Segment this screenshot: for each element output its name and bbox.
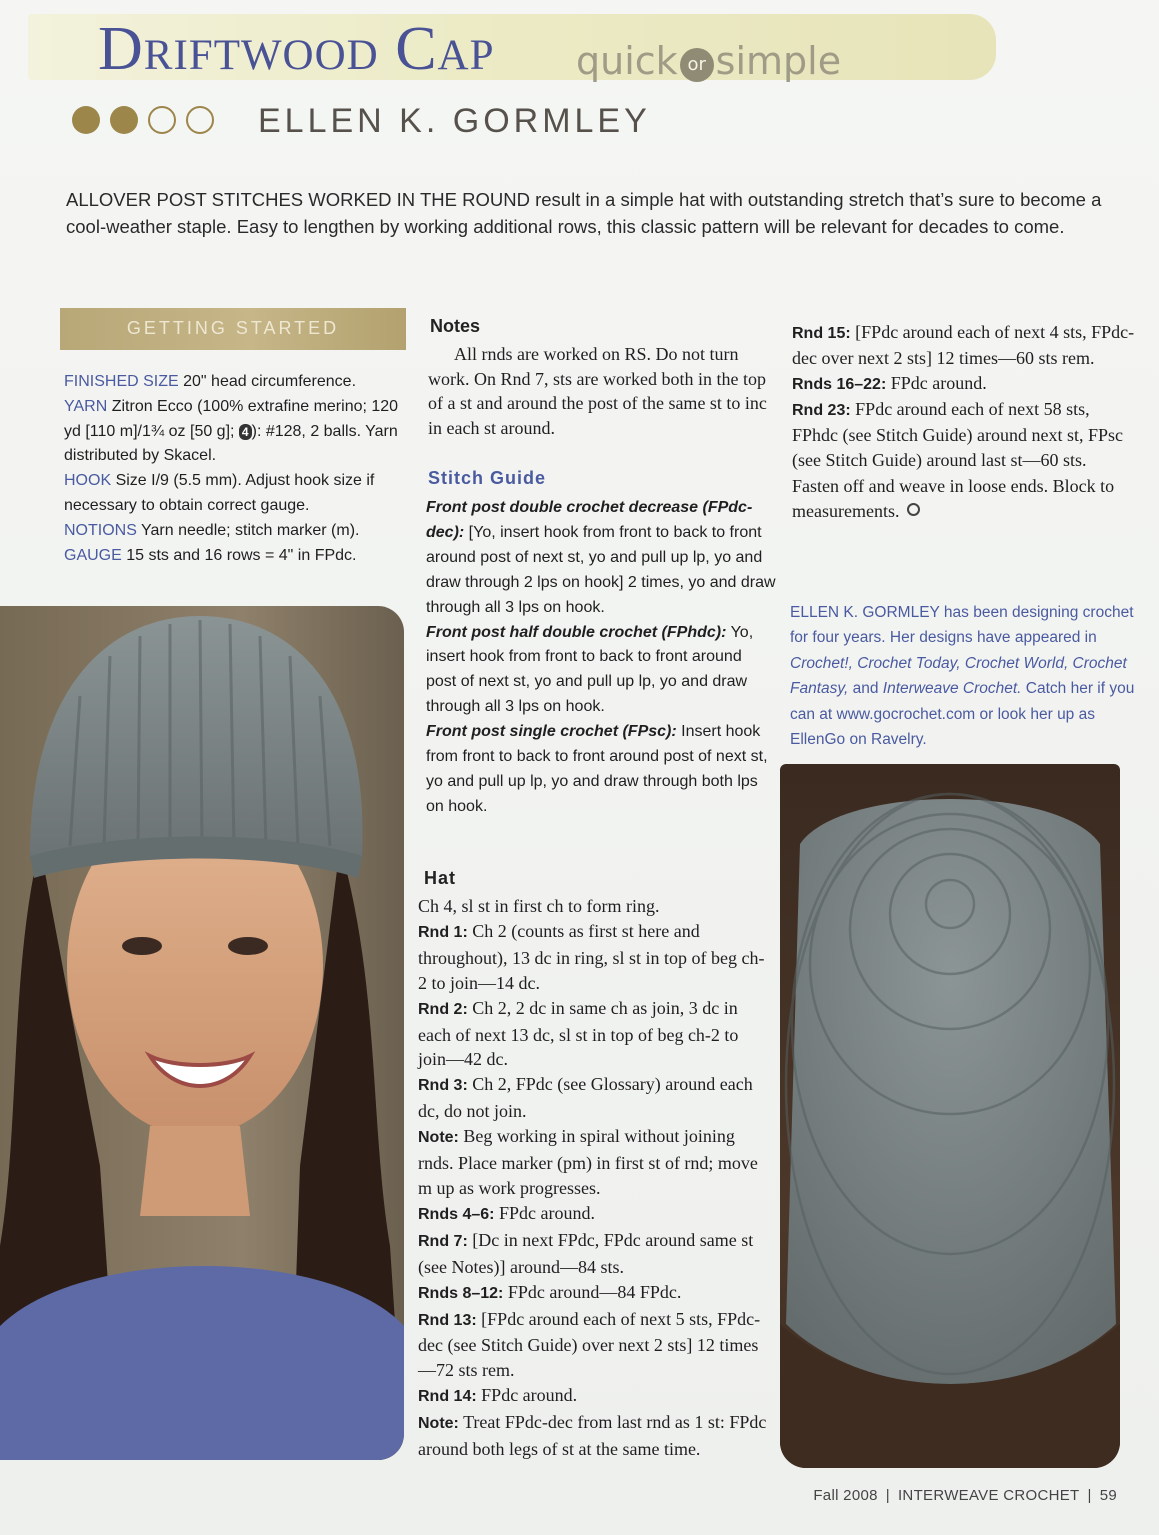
note-text: Treat FPdc-dec from last rnd as 1 st: FPdc around both legs of st at the same time. xyxy=(418,1412,767,1460)
bio-name: ELLEN K. GORMLEY xyxy=(790,604,940,621)
hat-start: Ch 4, sl st in first ch to form ring. xyxy=(418,896,660,916)
issue-label: Fall 2008 xyxy=(813,1487,878,1504)
note-text: Beg working in spiral without joining rnds. Place marker (pm) in first st of rnd; move m up as work progresses. xyxy=(418,1126,758,1198)
badge-quick: quick xyxy=(576,39,678,83)
finishing-text: Fasten off and weave in loose ends. Block to measurements. xyxy=(792,475,1115,521)
quick-or-simple-badge xyxy=(576,39,842,83)
bio-text-2: and xyxy=(848,680,883,698)
gauge-value: 15 sts and 16 rows = 4" in FPdc. xyxy=(121,546,357,564)
hook-label: HOOK xyxy=(64,472,112,490)
bio-text-3: Catch her if you can at www.gocrochet.com or look her up as EllenGo on Ravelry. xyxy=(790,680,1135,749)
skill-dot-empty xyxy=(148,106,176,134)
pattern-column-right xyxy=(792,320,1137,524)
yarn-weight-icon xyxy=(239,424,252,440)
round-label: Rnds 4–6: xyxy=(418,1205,495,1223)
round-label: Rnd 13: xyxy=(418,1311,477,1329)
yarn-weight-number: 4 xyxy=(241,424,249,439)
footer-divider: | xyxy=(885,1487,890,1504)
end-mark-icon xyxy=(907,503,920,516)
stitch-text: Yo, insert hook from front to back to front around post of next st, yo and pull up lp, yo and draw through all 3 lps on hook. xyxy=(426,623,754,716)
round-text: FPdc around. xyxy=(886,373,987,394)
title-band xyxy=(28,14,996,83)
stitch-fpsc xyxy=(426,720,776,820)
badge-or-circle: or xyxy=(680,48,714,82)
round-3 xyxy=(418,1072,768,1124)
round-label: Rnd 7: xyxy=(418,1232,468,1250)
hat-heading: Hat xyxy=(424,868,457,888)
round-text: [FPdc around each of next 5 sts, FPdc-dec (see Stitch Guide) over next 2 sts] 12 times—72 sts rem. xyxy=(418,1308,761,1381)
stitch-label: Front post double crochet decrease (FPdc-dec): xyxy=(426,499,753,541)
round-text: [Dc in next FPdc, FPdc around same st (see Notes)] around—84 sts. xyxy=(418,1229,754,1277)
gauge-label: GAUGE xyxy=(64,546,122,564)
model-wearing-cap-photo xyxy=(0,606,404,1460)
round-7 xyxy=(418,1228,768,1280)
gauge-item xyxy=(64,544,414,569)
getting-started-list xyxy=(64,370,414,568)
rounds-16-22 xyxy=(792,371,1137,397)
note-label: Note: xyxy=(418,1415,459,1433)
round-label: Rnd 14: xyxy=(418,1388,477,1406)
yarn-label: YARN xyxy=(64,397,108,415)
bio-magazines: Crochet!, Crochet Today, Crochet World, Crochet Fantasy, xyxy=(790,654,1127,698)
finished-size-value: 20" head circumference. xyxy=(178,373,357,390)
round-label: Rnds 16–22: xyxy=(792,376,887,394)
round-2 xyxy=(418,996,768,1073)
round-text: Ch 2 (counts as first st here and throughout), 13 dc in ring, sl st in top of beg ch-2 to join—14 dc. xyxy=(418,920,765,993)
hook-item xyxy=(64,469,414,519)
round-text: FPdc around. xyxy=(494,1202,595,1223)
stitch-fphdc xyxy=(426,621,776,721)
round-label: Rnd 15: xyxy=(792,325,851,342)
cap-top-view-photo xyxy=(780,764,1120,1468)
stitch-fpdc-dec xyxy=(426,496,776,621)
round-15 xyxy=(792,320,1137,371)
round-label: Rnd 1: xyxy=(418,923,468,941)
getting-started-heading: GETTING STARTED xyxy=(126,318,340,338)
hook-value: Size I/9 (5.5 mm). Adjust hook size if necessary to obtain correct gauge. xyxy=(64,472,375,514)
round-label: Rnd 2: xyxy=(418,1000,468,1018)
round-label: Rnd 3: xyxy=(418,1077,468,1095)
skill-dot-empty xyxy=(186,106,214,134)
magazine-name: INTERWEAVE CROCHET xyxy=(897,1487,1080,1504)
rounds-4-6 xyxy=(418,1201,768,1228)
skill-dot-filled xyxy=(72,106,100,134)
finished-size-item xyxy=(64,370,414,395)
bio-magazine-2: Interweave Crochet. xyxy=(882,680,1022,698)
badge-simple: simple xyxy=(715,39,842,83)
round-label: Rnds 8–12: xyxy=(418,1284,504,1302)
intro-paragraph xyxy=(66,186,1146,240)
round-text: Ch 2, 2 dc in same ch as join, 3 dc in each of next 13 dc, sl st in top of beg ch-2 to join—42 dc. xyxy=(418,997,739,1070)
round-text: FPdc around each of next 58 sts, FPhdc (see Stitch Guide) around next st, FPsc (see Stitch Guide) around last st—60 sts. xyxy=(792,399,1123,471)
round-text: [FPdc around each of next 4 sts, FPdc-dec over next 2 sts] 12 times—60 sts rem. xyxy=(792,322,1135,369)
stitch-label: Front post half double crochet (FPhdc): xyxy=(426,623,727,641)
round-text: FPdc around—84 FPdc. xyxy=(503,1281,682,1302)
getting-started-header xyxy=(60,308,406,350)
round-label: Rnd 23: xyxy=(792,402,851,420)
yarn-value-2: ): #128, 2 balls. Yarn distributed by Skacel. xyxy=(64,422,398,465)
skill-dot-filled xyxy=(110,106,138,134)
finishing xyxy=(792,474,1137,524)
designer-bio xyxy=(790,600,1140,752)
rounds-8-12 xyxy=(418,1280,768,1307)
notions-label: NOTIONS xyxy=(64,521,137,539)
note-1 xyxy=(418,1124,768,1201)
intro-text: result in a simple hat with outstanding stretch that’s sure to become a cool-weather staple. Easy to lengthen by working additional rows, this classic pattern will be relevant for decades to come. xyxy=(66,189,1102,237)
round-13 xyxy=(418,1307,768,1384)
notions-value: Yarn needle; stitch marker (m). xyxy=(136,521,360,539)
skill-level-dots xyxy=(72,106,214,134)
page-footer xyxy=(813,1487,1117,1504)
round-23 xyxy=(792,397,1137,473)
stitch-text: Insert hook from front to back to front around post of next st, yo and pull up lp, yo and draw through both lps on hook. xyxy=(426,723,768,815)
note-label: Note: xyxy=(418,1129,459,1147)
notions-item xyxy=(64,519,414,544)
finished-size-label: FINISHED SIZE xyxy=(64,373,179,390)
notes-text: All rnds are worked on RS. Do not turn work. On Rnd 7, sts are worked both in the top of a st and around the post of the same st to inc in each st around. xyxy=(428,344,767,438)
note-2 xyxy=(418,1410,768,1462)
page-number: 59 xyxy=(1099,1487,1117,1504)
hat-instructions xyxy=(418,894,768,1462)
yarn-item xyxy=(64,395,414,469)
author-name: ELLEN K. GORMLEY xyxy=(258,102,651,140)
notes-heading: Notes xyxy=(430,316,481,336)
round-text: FPdc around. xyxy=(476,1385,578,1406)
stitch-guide xyxy=(426,496,776,820)
round-text: Ch 2, FPdc (see Glossary) around each dc, do not join. xyxy=(418,1074,753,1122)
cap-top-illustration xyxy=(780,764,1120,1468)
round-1 xyxy=(418,919,768,996)
stitch-text: [Yo, insert hook from front to back to front around post of next st, yo and pull up lp, yo and draw through 2 lps on hook] 2 times, yo and draw through all 3 lps on hook. xyxy=(426,523,776,616)
bio-text-1: has been designing crochet for four years. Her designs have appeared in xyxy=(790,604,1134,647)
model-photo-illustration xyxy=(0,606,404,1460)
intro-lead: ALLOVER POST STITCHES WORKED IN THE ROUND xyxy=(66,189,530,210)
yarn-value-1: Zitron Ecco (100% extrafine merino; 120 yd [110 m]/1¾ oz [50 g]; xyxy=(64,397,399,440)
round-14 xyxy=(418,1383,768,1410)
stitch-label: Front post single crochet (FPsc): xyxy=(426,723,677,741)
footer-divider: | xyxy=(1087,1487,1092,1504)
page-title: Driftwood Cap xyxy=(98,15,495,83)
stitch-guide-heading: Stitch Guide xyxy=(428,468,547,488)
